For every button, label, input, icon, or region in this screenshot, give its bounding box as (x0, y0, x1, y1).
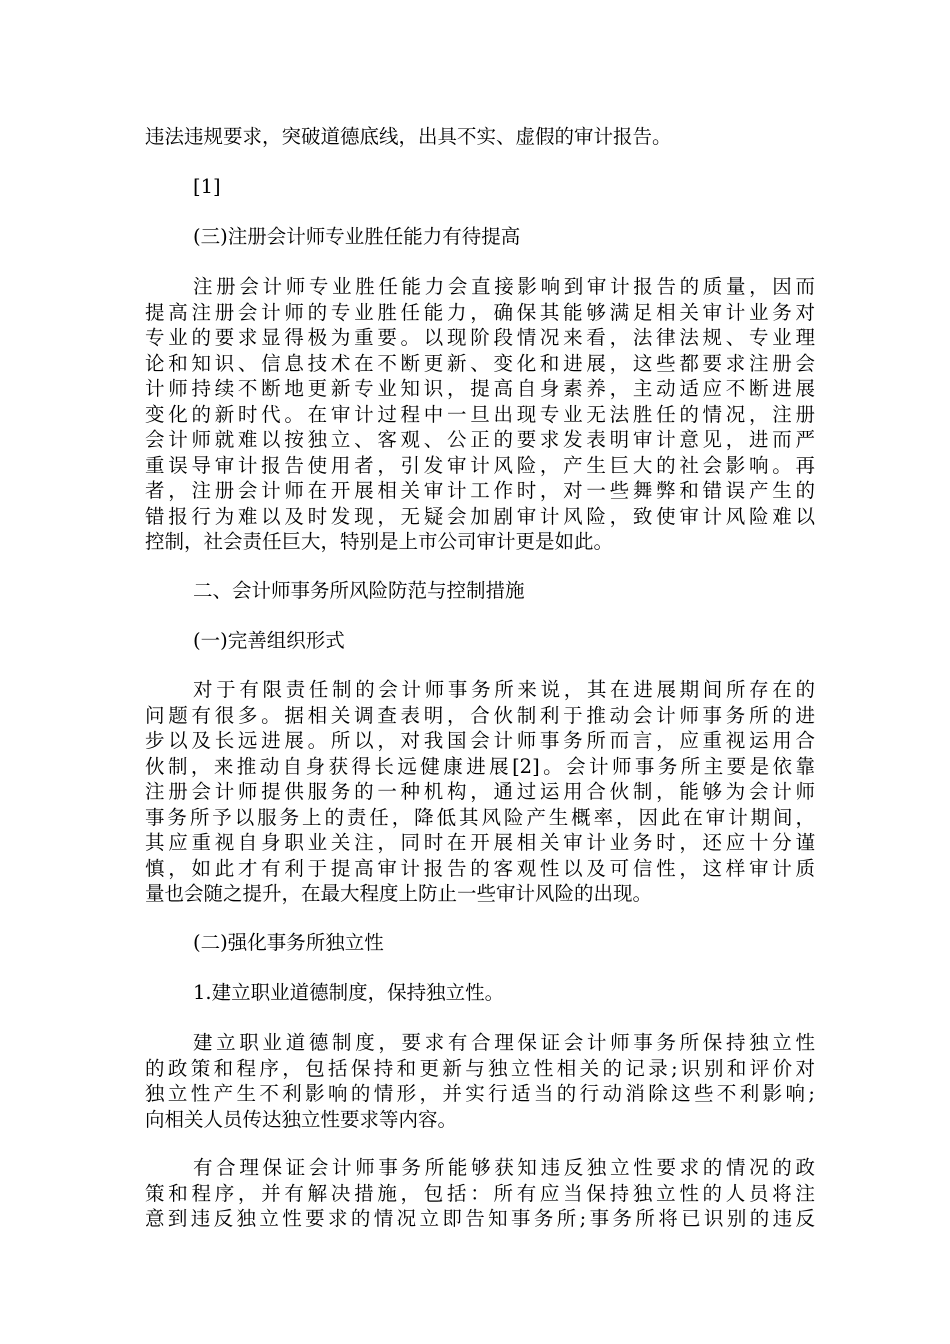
paragraph-line: 事务所予以服务上的责任，降低其风险产生概率，因此在审计期间， (145, 805, 815, 829)
citation-ref: [1] (193, 175, 221, 198)
paragraph-line: 的政策和程序，包括保持和更新与独立性相关的记录;识别和评价对 (145, 1056, 815, 1080)
paragraph-line: 会计师就难以按独立、客观、公正的要求发表明审计意见，进而严 (145, 428, 815, 451)
paragraph-line: 对于有限责任制的会计师事务所来说，其在进展期间所存在的 (193, 678, 815, 701)
paragraph-line: 注册会计师专业胜任能力会直接影响到审计报告的质量，因而 (193, 275, 815, 298)
section-heading: (二)强化事务所独立性 (193, 931, 384, 954)
section-heading: 二、会计师事务所风险防范与控制措施 (193, 579, 525, 602)
paragraph-line: 违法违规要求，突破道德底线，出具不实、虚假的审计报告。 (145, 125, 672, 148)
paragraph-line: 专业的要求显得极为重要。以现阶段情况来看，法律法规、专业理 (145, 326, 815, 349)
section-heading: (三)注册会计师专业胜任能力有待提高 (193, 225, 521, 248)
paragraph-line: 问题有很多。据相关调查表明，合伙制利于推动会计师事务所的进 (145, 703, 815, 727)
paragraph-line: 独立性产生不利影响的情形，并实行适当的行动消除这些不利影响; (145, 1082, 815, 1105)
paragraph-line: 意到违反独立性要求的情况立即告知事务所;事务所将已识别的违反 (145, 1207, 815, 1230)
subsection-heading: 1.建立职业道德制度，保持独立性。 (193, 981, 505, 1004)
paragraph-line: 重误导审计报告使用者，引发审计风险，产生巨大的社会影响。再 (145, 453, 815, 477)
paragraph-line: 提高注册会计师的专业胜任能力，确保其能够满足相关审计业务对 (145, 300, 815, 324)
paragraph-line: 步以及长远进展。所以，对我国会计师事务所而言，应重视运用合 (145, 729, 815, 752)
paragraph-line: 其应重视自身职业关注，同时在开展相关审计业务时，还应十分谨 (145, 831, 815, 854)
section-heading: (一)完善组织形式 (193, 629, 345, 652)
paragraph-line: 建立职业道德制度，要求有合理保证会计师事务所保持独立性 (193, 1031, 815, 1054)
paragraph-line: 策和程序，并有解决措施，包括：所有应当保持独立性的人员将注 (145, 1181, 815, 1205)
paragraph-line: 者，注册会计师在开展相关审计工作时，对一些舞弊和错误产生的 (145, 479, 815, 502)
paragraph-line: 慎，如此才有利于提高审计报告的客观性以及可信性，这样审计质 (145, 856, 815, 880)
paragraph-line: 量也会随之提升，在最大程度上防止一些审计风险的出现。 (145, 882, 653, 905)
paragraph-line: 计师持续不断地更新专业知识，提高自身素养，主动适应不断进展 (145, 377, 815, 400)
paragraph-line: 控制，社会责任巨大，特别是上市公司审计更是如此。 (145, 530, 614, 553)
paragraph-line: 变化的新时代。在审计过程中一旦出现专业无法胜任的情况，注册 (145, 402, 815, 426)
paragraph-line: 向相关人员传达独立性要求等内容。 (145, 1107, 458, 1131)
paragraph-line: 错报行为难以及时发现，无疑会加剧审计风险，致使审计风险难以 (145, 504, 815, 528)
paragraph-line: 有合理保证会计师事务所能够获知违反独立性要求的情况的政 (193, 1156, 815, 1179)
paragraph-line: 论和知识、信息技术在不断更新、变化和进展，这些都要求注册会 (145, 351, 815, 375)
paragraph-line: 注册会计师提供服务的一种机构，通过运用合伙制，能够为会计师 (145, 780, 815, 803)
paragraph-line: 伙制，来推动自身获得长远健康进展[2]。会计师事务所主要是依靠 (145, 754, 815, 778)
